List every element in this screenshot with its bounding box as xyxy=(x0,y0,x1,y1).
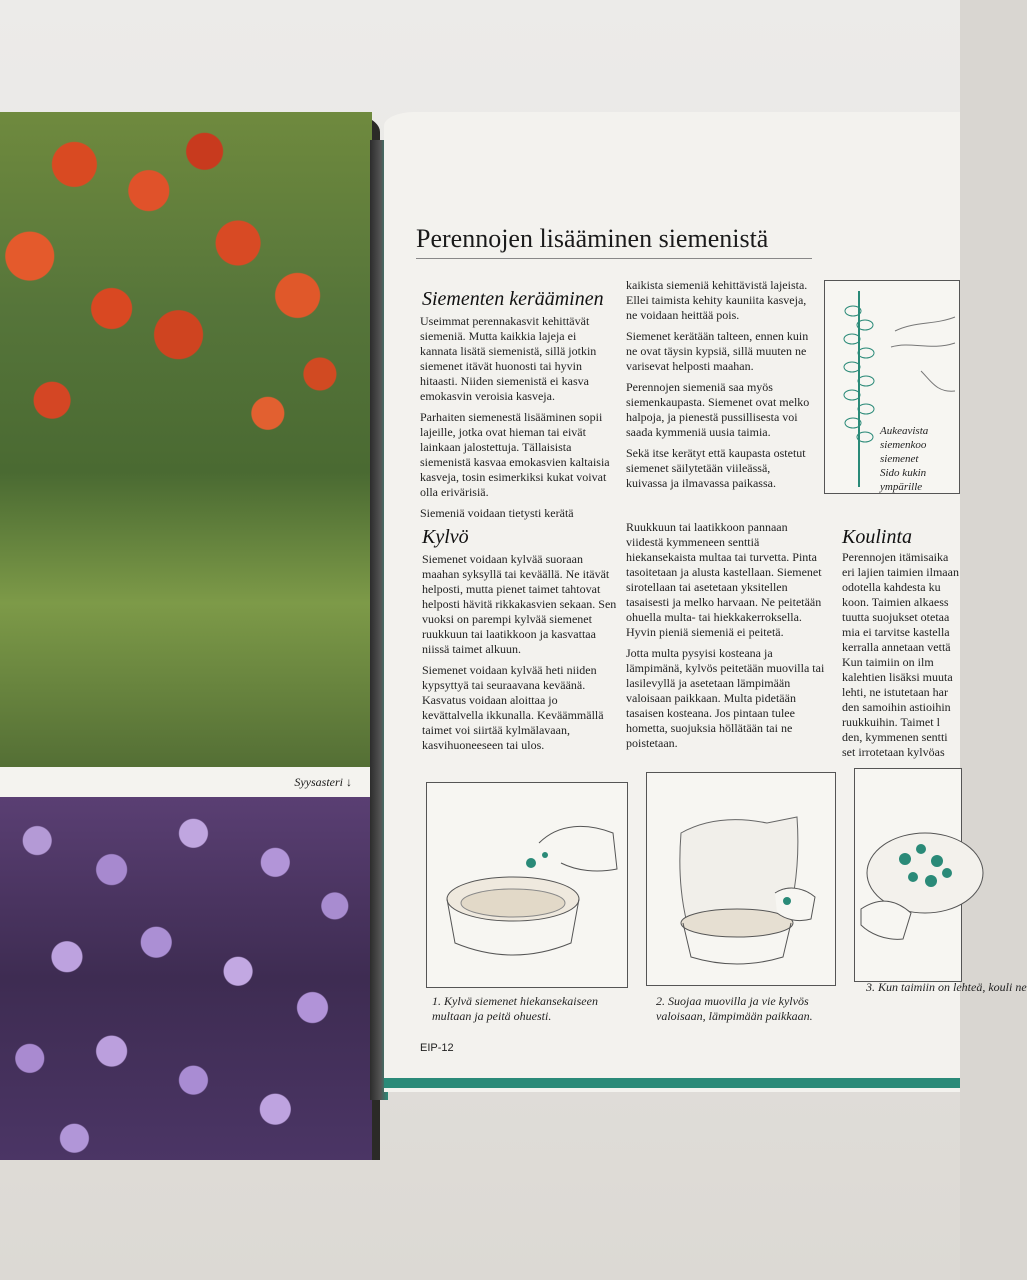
text-line: eri lajien taimien ilmaan xyxy=(842,565,959,579)
figure-number: 3. xyxy=(866,980,875,994)
paragraph: Perennojen siemeniä saa myös siemenkaupasta. Siemenet ovat melko halpoja, ja pienestä pussillisesta voi saada kymmeniä uusia taimia. xyxy=(626,380,810,439)
section-heading-kylvo: Kylvö xyxy=(422,526,469,548)
text-line: Perennojen itämisaika xyxy=(842,550,949,564)
text-line: den samoihin astioihin xyxy=(842,700,951,714)
text-line: den, kymmenen sentti xyxy=(842,730,948,744)
pricking-out-drawing xyxy=(855,769,961,981)
section-heading-koulinta: Koulinta xyxy=(842,526,913,548)
caption-line: Aukeavista xyxy=(880,425,929,437)
koulinta-column xyxy=(842,550,960,760)
figure-2-caption xyxy=(656,994,840,1024)
caption-line: siemenet xyxy=(880,453,919,465)
figure-3-caption xyxy=(866,980,1027,995)
figure-1-caption xyxy=(432,994,636,1024)
paragraph: Jotta multa pysyisi kosteana ja lämpimänä, kylvös peitetään muovilla tai lasilevyllä ja asetetaan lämpimään valoisaan paikkaan. Multa pidetään tasaisen kosteana. Jos pintaan tulee hometta, suojuksia höllätään tai ne poistetaan. xyxy=(626,646,825,750)
figure-caption-text: Kun taimiin on lehteä, kouli ne xyxy=(878,980,1027,994)
keraaminen-column-1 xyxy=(420,314,616,527)
figure-number: 2. xyxy=(656,994,665,1008)
page-edge-stripe xyxy=(384,1078,960,1088)
left-page xyxy=(0,112,380,1160)
text-line: mia ei tarvitse kastella xyxy=(842,625,950,639)
paragraph: Siemeniä voidaan tietysti kerätä xyxy=(420,506,574,520)
paragraph: Useimmat perennakasvit kehittävät siemeniä. Mutta kaikkia lajeja ei kannata lisätä siemenistä, sillä jotkin siemenet itävät huonosti tai hyvin hitaasti. Niiden siemenistä ei kasva emokasvin veroisia kasveja. xyxy=(420,314,597,403)
figure-3-pricking-out xyxy=(854,768,962,982)
paragraph: Siemenet kerätään talteen, ennen kuin ne ovat täysin kypsiä, sillä muuten ne varisevat helposti maahan. xyxy=(626,329,809,373)
figure-caption-text: Suojaa muovilla ja vie kylvös valoisaan, lämpimään paikkaan. xyxy=(656,994,813,1023)
aster-photo xyxy=(0,797,372,1160)
kylvo-column-2 xyxy=(626,520,826,757)
section-heading-keraaminen: Siementen kerääminen xyxy=(422,288,604,310)
text-line: lehti, ne istutetaan har xyxy=(842,685,948,699)
paragraph: Parhaiten siemenestä lisääminen sopii lajeille, jotka ovat hieman tai eivät lainkaan jalostettuja. Tällaisista siemenistä kasvaa emokasvien kaltaisia kasveja, tosin esimerkiksi kukat voivat olla erivärisiä. xyxy=(420,410,610,499)
caption-line: Sido kukin xyxy=(880,467,927,479)
text-line: kalehtien lisäksi muuta xyxy=(842,670,953,684)
figure-1-sowing xyxy=(426,782,628,988)
sowing-drawing xyxy=(427,783,627,987)
caption-line: siemenkoo xyxy=(880,439,927,451)
figure-2-covering xyxy=(646,772,836,986)
paragraph: Sekä itse kerätyt että kaupasta ostetut siemenet säilytetään viileässä, kuivassa ja ilmavassa paikassa. xyxy=(626,446,806,490)
page-number: EIP-12 xyxy=(420,1042,454,1054)
text-line: tuutta suojukset otetaa xyxy=(842,610,950,624)
text-line: kerralla annetaan vettä xyxy=(842,640,951,654)
keraaminen-column-2 xyxy=(626,278,814,497)
poppy-photo xyxy=(0,112,372,767)
paragraph: kaikista siemeniä kehittävistä lajeista. Ellei taimista kehity kauniita kasveja, ne voidaan heittää pois. xyxy=(626,278,808,322)
page-title: Perennojen lisääminen siemenistä xyxy=(416,224,769,253)
text-line: odotella kahdesta ku xyxy=(842,580,941,594)
photo-caption: Syysasteri ↓ xyxy=(294,775,352,789)
paragraph: Siemenet voidaan kylvää heti niiden kypsyttyä tai seuraavana keväänä. Kasvatus voidaan aloittaa jo kevättalvella ikkunalla. Keväämmällä taimet voi siirtää kylmälavaan, kasvihuoneeseen tai ulos. xyxy=(422,663,604,752)
text-line: set irrotetaan kylvöas xyxy=(842,745,945,759)
text-line: Kun taimiin on ilm xyxy=(842,655,934,669)
title-rule xyxy=(416,258,812,259)
paragraph: Siemenet voidaan kylvää suoraan maahan syksyllä tai keväällä. Ne itävät helposti, mutta pienet taimet tahtovat helposti hävitä rikkakasvien sekaan. Sen vuoksi on parempi kylvää siemenet ruukkuun tai laatikkoon ja kasvattaa niissä taimet alkuun. xyxy=(422,552,617,656)
figure-caption-text: Kylvä siemenet hiekansekaiseen multaan ja peitä ohuesti. xyxy=(432,994,598,1023)
text-line: koon. Taimien alkaess xyxy=(842,595,949,609)
illustration-caption xyxy=(880,424,928,494)
covering-drawing xyxy=(647,773,835,985)
kylvo-column-1 xyxy=(422,552,620,759)
figure-number: 1. xyxy=(432,994,441,1008)
paragraph: Ruukkuun tai laatikkoon pannaan viidestä kymmeneen senttiä hiekansekaista multaa tai turvetta. Pinta tasoitetaan ja alusta kastellaan. Siemenet sirotellaan tai asetetaan yksitellen tasaisesti ja melko harvaan. Ne peitetään ohuella multa- tai hiekkakerroksella. Hyvin pieniä siemeniä ei peitetä. xyxy=(626,520,822,639)
caption-line: ympärille xyxy=(880,481,923,493)
text-line: ruukkuihin. Taimet l xyxy=(842,715,940,729)
